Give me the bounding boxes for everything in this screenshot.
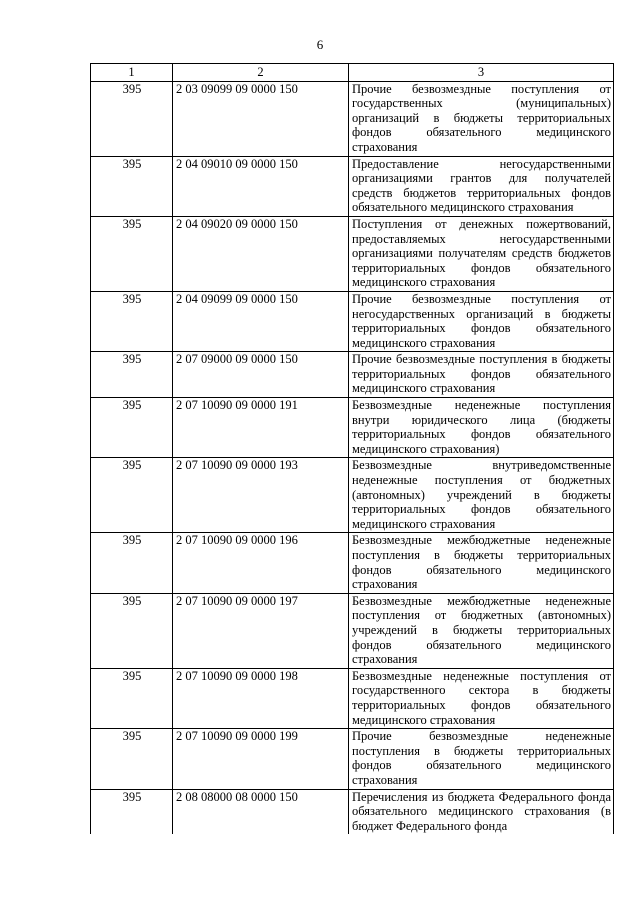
column-header-3: 3: [349, 64, 614, 82]
admin-code-cell: 395: [91, 668, 173, 728]
admin-code-cell: 395: [91, 593, 173, 668]
revenue-code-cell: 2 07 10090 09 0000 199: [173, 729, 349, 789]
table-row: [91, 668, 614, 728]
table-row: [91, 398, 614, 458]
admin-code-cell: 395: [91, 81, 173, 156]
description-cell: Безвозмездные межбюджетные неденежные поступления в бюджеты территориальных фондов обязательного медицинского страхования: [349, 533, 614, 593]
table-row: [91, 593, 614, 668]
description-cell: Прочие безвозмездные поступления от негосударственных организаций в бюджеты территориальных фондов обязательного медицинского страхования: [349, 291, 614, 351]
description-cell: Безвозмездные неденежные поступления внутри юридического лица (бюджеты территориальных фондов обязательного медицинского страхования): [349, 398, 614, 458]
admin-code-cell: 395: [91, 789, 173, 834]
table-header-row: [91, 64, 614, 82]
revenue-code-cell: 2 04 09020 09 0000 150: [173, 216, 349, 291]
description-cell: Безвозмездные межбюджетные неденежные поступления от бюджетных (автономных) учреждений в бюджеты территориальных фондов обязательного медицинского страхования: [349, 593, 614, 668]
page-number: 6: [316, 37, 324, 52]
admin-code-cell: 395: [91, 216, 173, 291]
admin-code-cell: 395: [91, 729, 173, 789]
revenue-code-cell: 2 07 10090 09 0000 196: [173, 533, 349, 593]
revenue-code-cell: 2 07 10090 09 0000 198: [173, 668, 349, 728]
admin-code-cell: 395: [91, 156, 173, 216]
description-cell: Прочие безвозмездные неденежные поступления в бюджеты территориальных фондов обязательного медицинского страхования: [349, 729, 614, 789]
description-cell: Перечисления из бюджета Федерального фонда обязательного медицинского страхования (в бюджет Федерального фонда: [349, 789, 614, 834]
admin-code-cell: 395: [91, 398, 173, 458]
revenue-code-cell: 2 07 10090 09 0000 197: [173, 593, 349, 668]
revenue-code-cell: 2 08 08000 08 0000 150: [173, 789, 349, 834]
column-header-1: 1: [91, 64, 173, 82]
revenue-code-cell: 2 04 09099 09 0000 150: [173, 291, 349, 351]
revenue-code-cell: 2 03 09099 09 0000 150: [173, 81, 349, 156]
admin-code-cell: 395: [91, 533, 173, 593]
admin-code-cell: 395: [91, 291, 173, 351]
revenue-code-cell: 2 07 10090 09 0000 193: [173, 458, 349, 533]
column-header-2: 2: [173, 64, 349, 82]
revenue-code-cell: 2 07 09000 09 0000 150: [173, 352, 349, 398]
admin-code-cell: 395: [91, 458, 173, 533]
revenue-code-cell: 2 07 10090 09 0000 191: [173, 398, 349, 458]
revenue-codes-table: [90, 63, 614, 834]
table-row: [91, 729, 614, 789]
table-row: [91, 216, 614, 291]
table-row: [91, 81, 614, 156]
revenue-code-cell: 2 04 09010 09 0000 150: [173, 156, 349, 216]
description-cell: Безвозмездные неденежные поступления от государственного сектора в бюджеты территориальных фондов обязательного медицинского страхования: [349, 668, 614, 728]
description-cell: Безвозмездные внутриведомственные неденежные поступления от бюджетных (автономных) учреждений в бюджеты территориальных фондов обязательного медицинского страхования: [349, 458, 614, 533]
table-row: [91, 291, 614, 351]
description-cell: Прочие безвозмездные поступления от государственных (муниципальных) организаций в бюджеты территориальных фондов обязательного медицинского страхования: [349, 81, 614, 156]
table-row: [91, 352, 614, 398]
table-row: [91, 533, 614, 593]
description-cell: Поступления от денежных пожертвований, предоставляемых негосударственными организациями получателям средств бюджетов территориальных фондов обязательного медицинского страхования: [349, 216, 614, 291]
description-cell: Предоставление негосударственными организациями грантов для получателей средств бюджетов территориальных фондов обязательного медицинского страхования: [349, 156, 614, 216]
table-row: [91, 458, 614, 533]
admin-code-cell: 395: [91, 352, 173, 398]
description-cell: Прочие безвозмездные поступления в бюджеты территориальных фондов обязательного медицинского страхования: [349, 352, 614, 398]
table-row: [91, 156, 614, 216]
table-row: [91, 789, 614, 834]
